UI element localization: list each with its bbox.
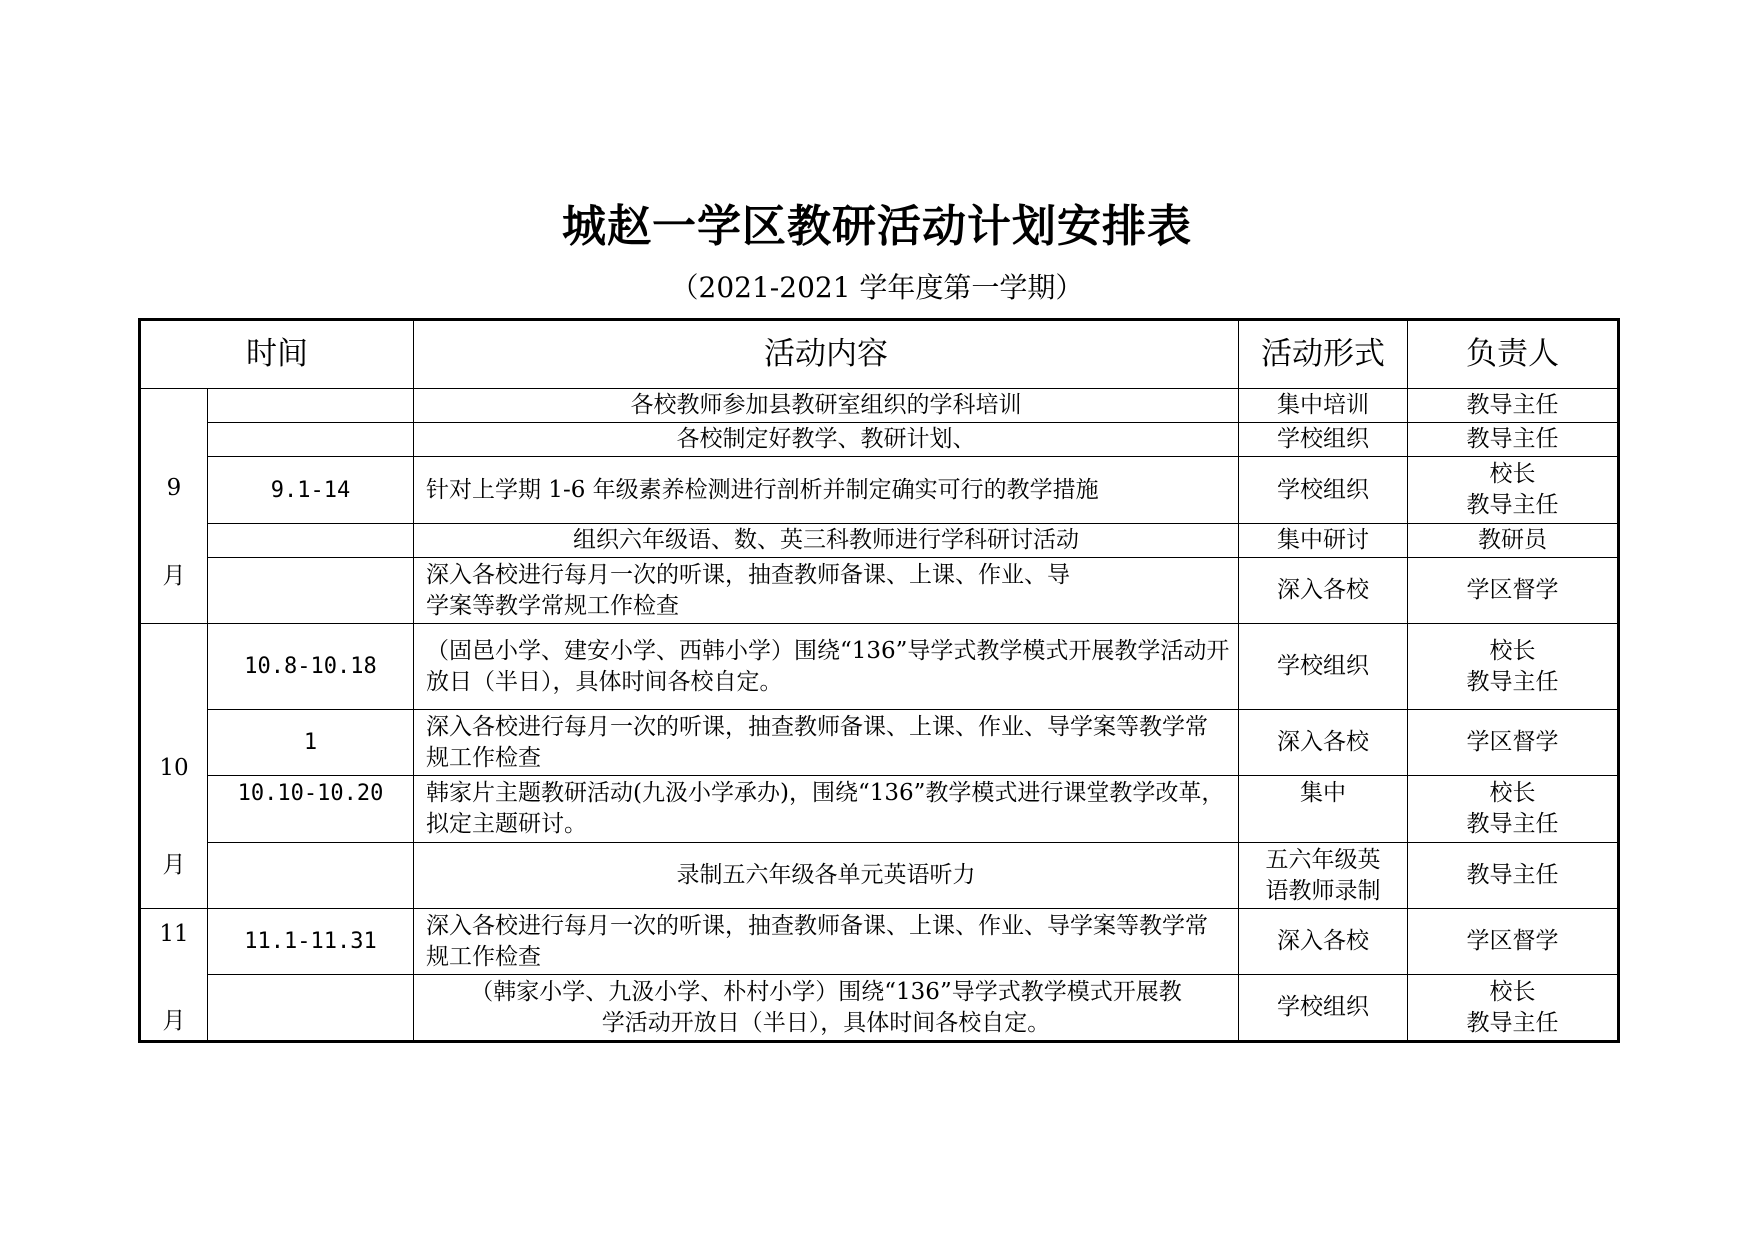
date-cell [208, 423, 414, 457]
header-form: 活动形式 [1239, 320, 1408, 389]
form-cell: 学校组织 [1239, 975, 1408, 1042]
month-label: 月 [162, 562, 186, 589]
form-cell: 集中研讨 [1239, 524, 1408, 558]
content-cell: 组织六年级语、数、英三科教师进行学科研讨活动 [414, 524, 1239, 558]
content-line: 学活动开放日（半日），具体时间各校自定。 [601, 1009, 1051, 1036]
table-row [140, 524, 1619, 558]
content-cell: （固邑小学、建安小学、西韩小学）围绕“136”导学式教学模式开展教学活动开放日（半日），具体时间各校自定。 [414, 624, 1239, 710]
table-row [140, 710, 1619, 776]
content-cell: 韩家片主题教研活动(九汲小学承办)，围绕“136”教学模式进行课堂教学改革，拟定主题研讨。 [414, 776, 1239, 843]
owner-cell [1408, 624, 1619, 710]
owner-cell: 学区督学 [1408, 710, 1619, 776]
owner-cell: 教导主任 [1408, 389, 1619, 423]
form-cell: 深入各校 [1239, 909, 1408, 975]
header-time: 时间 [140, 320, 414, 389]
date-cell: 9.1-14 [208, 457, 414, 524]
form-cell: 深入各校 [1239, 710, 1408, 776]
owner-cell: 教研员 [1408, 524, 1619, 558]
date-cell [208, 389, 414, 423]
form-cell: 学校组织 [1239, 457, 1408, 524]
month-cell-september [140, 389, 208, 624]
form-cell: 学校组织 [1239, 624, 1408, 710]
content-cell [414, 558, 1239, 624]
owner-line: 教导主任 [1466, 1009, 1559, 1036]
month-label: 月 [162, 1007, 186, 1034]
owner-cell [1408, 457, 1619, 524]
date-cell [208, 558, 414, 624]
content-cell [414, 975, 1239, 1042]
month-cell-october [140, 624, 208, 909]
date-cell [208, 524, 414, 558]
form-cell: 集中 [1239, 776, 1408, 843]
table-row [140, 624, 1619, 710]
table-row [140, 558, 1619, 624]
form-cell: 学校组织 [1239, 423, 1408, 457]
activity-plan-table [138, 318, 1620, 1043]
month-number: 11 [159, 920, 189, 947]
owner-line: 校长 [1489, 780, 1536, 806]
owner-line: 教导主任 [1466, 811, 1559, 837]
owner-line: 教导主任 [1466, 492, 1559, 518]
table-row [140, 389, 1619, 423]
date-cell: 1 [208, 710, 414, 776]
form-cell [1239, 843, 1408, 909]
table-row [140, 975, 1619, 1042]
table-row [140, 423, 1619, 457]
table-row [140, 909, 1619, 975]
owner-cell [1408, 776, 1619, 843]
content-line: 深入各校进行每月一次的听课，抽查教师备课、上课、作业、导 [426, 561, 1070, 588]
date-cell: 11.1-11.31 [208, 909, 414, 975]
form-line: 语教师录制 [1265, 877, 1381, 904]
content-cell: 深入各校进行每月一次的听课，抽查教师备课、上课、作业、导学案等教学常规工作检查 [414, 710, 1239, 776]
header-owner: 负责人 [1408, 320, 1619, 389]
date-cell: 10.10-10.20 [208, 776, 414, 843]
date-cell: 10.8-10.18 [208, 624, 414, 710]
owner-cell: 学区督学 [1408, 909, 1619, 975]
table-row [140, 457, 1619, 524]
document-title: 城赵一学区教研活动计划安排表 [562, 201, 1192, 252]
header-content: 活动内容 [414, 320, 1239, 389]
owner-line: 校长 [1489, 637, 1536, 664]
owner-line: 教导主任 [1466, 668, 1559, 695]
content-line: （韩家小学、九汲小学、朴村小学）围绕“136”导学式教学模式开展教 [470, 978, 1182, 1005]
document-subtitle: （2021-2021 学年度第一学期） [670, 271, 1084, 304]
table-row [140, 843, 1619, 909]
content-line: 学案等教学常规工作检查 [426, 592, 679, 619]
owner-cell: 教导主任 [1408, 843, 1619, 909]
month-number: 10 [159, 755, 189, 781]
content-cell: 针对上学期 1-6 年级素养检测进行剖析并制定确实可行的教学措施 [414, 457, 1239, 524]
month-cell-november [140, 909, 208, 1042]
month-label: 月 [162, 852, 186, 878]
content-cell: 录制五六年级各单元英语听力 [414, 843, 1239, 909]
owner-cell [1408, 975, 1619, 1042]
form-line: 五六年级英 [1265, 846, 1381, 873]
content-cell: 各校教师参加县教研室组织的学科培训 [414, 389, 1239, 423]
date-cell [208, 975, 414, 1042]
form-cell: 集中培训 [1239, 389, 1408, 423]
month-number: 9 [166, 474, 182, 501]
content-cell: 深入各校进行每月一次的听课，抽查教师备课、上课、作业、导学案等教学常规工作检查 [414, 909, 1239, 975]
form-cell: 深入各校 [1239, 558, 1408, 624]
date-cell [208, 843, 414, 909]
table-header-row [140, 320, 1619, 389]
owner-line: 校长 [1489, 461, 1536, 487]
owner-cell: 学区督学 [1408, 558, 1619, 624]
table-row [140, 776, 1619, 843]
owner-cell: 教导主任 [1408, 423, 1619, 457]
content-cell: 各校制定好教学、教研计划、 [414, 423, 1239, 457]
owner-line: 校长 [1489, 978, 1536, 1005]
